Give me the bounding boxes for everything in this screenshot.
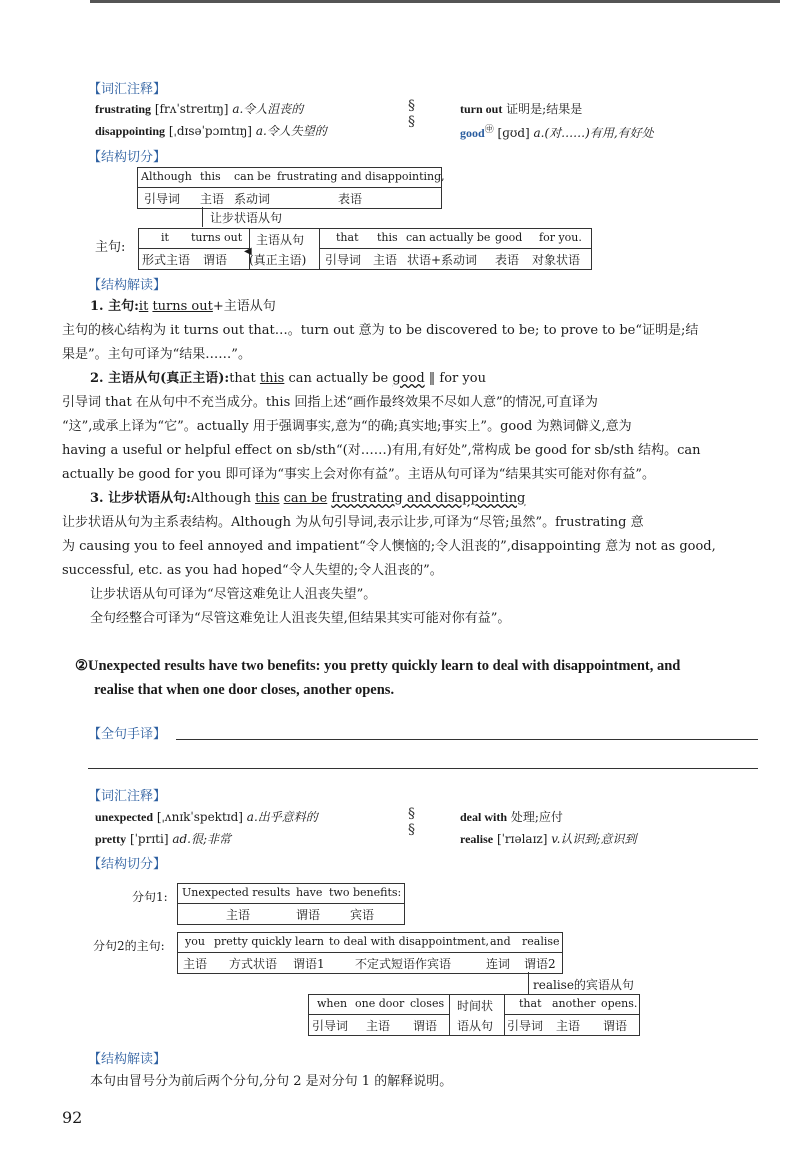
word: this: [200, 170, 221, 183]
arrow-left-icon: ◀: [244, 246, 252, 257]
analysis-point-2: 2. 主语从句(真正主语):that this can actually be good ‖ for you: [90, 371, 486, 386]
analysis-text: having a useful or helpful effect on sb/sth“(对……)有用,有好处”,常构成 be good for sb/sth 结构。can: [62, 443, 701, 458]
connector-label: 让步状语从句: [210, 211, 283, 225]
analysis-point-1: 1. 主句:it turns out+主语从句: [90, 299, 276, 314]
word: this: [377, 231, 398, 244]
vocab-entry-good: good㊥ [ɡʊd] a.(对……)有用,有好处: [460, 125, 654, 140]
role-label: 谓语2: [524, 957, 556, 971]
subject-clause-label: 主语从句: [256, 233, 305, 247]
role-label: 谓语: [296, 908, 321, 922]
role-label: 主语: [200, 192, 225, 206]
analysis-point-3: 3. 让步状语从句:Although this can be frustrating and disappointing: [90, 491, 526, 506]
word: closes: [410, 997, 445, 1010]
vocab-entry-unexpected: unexpected [ˌʌnɪkˈspektɪd] a.出乎意料的: [95, 810, 318, 824]
word: realise: [522, 935, 560, 948]
role-label: 连词: [486, 957, 511, 971]
role-label: 宾语: [350, 908, 375, 922]
analysis-text: 果是”。主句可译为“结果……”。: [62, 347, 251, 362]
vocab-entry-turn-out: turn out 证明是;结果是: [460, 102, 583, 116]
role-label: 谓语1: [293, 957, 325, 971]
analysis-text: 让步状语从句可译为“尽管这难免让人沮丧失望”。: [90, 587, 377, 602]
vocab-entry-realise: realise [ˈrɪəlaɪz] v.认识到;意识到: [460, 832, 637, 846]
clause-diagram-clause2: [177, 932, 563, 974]
page-number: 92: [62, 1108, 83, 1127]
word: to deal with disappointment,: [329, 935, 490, 948]
role-label: 主语: [556, 1019, 581, 1033]
role-label: 主语: [226, 908, 251, 922]
role-label: 引导词: [312, 1019, 349, 1033]
analysis-text: 全句经整合可译为“尽管这难免让人沮丧失望,但结果其实可能对你有益”。: [90, 611, 511, 626]
vocab-entry-disappointing: disappointing [ˌdɪsəˈpɔɪntɪŋ] a.令人失望的: [95, 124, 327, 138]
word: pretty quickly: [214, 935, 292, 948]
analysis-text: 为 causing you to feel annoyed and impatient“令人懊恼的;令人沮丧的”,disappointing 意为 not as good,: [62, 539, 716, 554]
word: turns out: [191, 231, 243, 244]
analysis-text: 引导词 that 在从句中不充当成分。this 回指上述“画作最终效果不尽如人意”的情况,可直译为: [62, 395, 598, 410]
structure-heading-1: 【结构切分】: [88, 150, 167, 165]
clause-diagram-object-clause: [308, 994, 640, 1036]
wavy-divider: § §: [408, 98, 415, 130]
role-label: 形式主语: [142, 253, 191, 267]
translation-line[interactable]: [176, 739, 758, 740]
word: have: [296, 886, 323, 899]
vocab-entry-frustrating: frustrating [frʌˈstreɪtɪŋ] a.令人沮丧的: [95, 102, 304, 116]
clause2-label: 分句2的主句:: [93, 939, 165, 953]
analysis-text: successful, etc. as you had hoped“令人失望的;令人沮丧的”。: [62, 563, 443, 578]
vocab-entry-deal-with: deal with 处理;应付: [460, 810, 563, 824]
clause-diagram-concessive: [137, 167, 445, 209]
vocab-heading-2: 【词汇注释】: [88, 789, 167, 804]
clause-diagram-clause1: [177, 883, 405, 925]
role-label: 不定式短语作宾语: [355, 957, 452, 971]
translation-line[interactable]: [88, 768, 758, 769]
role-label: 主语: [366, 1019, 391, 1033]
role-label: 谓语: [603, 1019, 628, 1033]
vocab-entry-pretty: pretty [ˈprɪti] ad.很;非常: [95, 832, 232, 846]
real-subject-label: (真正主语): [249, 253, 307, 267]
word: frustrating and disappointing,: [277, 170, 445, 183]
role-label: 引导词: [325, 253, 362, 267]
time-clause-label: 时间状: [457, 999, 494, 1013]
word: for you.: [539, 231, 582, 244]
word: Although: [141, 170, 192, 183]
role-label: 系动词: [234, 192, 271, 206]
analysis-heading-2: 【结构解读】: [88, 1052, 167, 1067]
structure-heading-2: 【结构切分】: [88, 857, 167, 872]
role-label: 引导词: [507, 1019, 544, 1033]
analysis-text: 让步状语从句为主系表结构。Although 为从句引导词,表示让步,可译为“尽管;虽然”。frustrating 意: [62, 515, 644, 530]
role-label: 谓语: [203, 253, 228, 267]
word: opens.: [601, 997, 638, 1010]
clause-diagram-main: [138, 228, 592, 270]
translation-label: 【全句手译】: [88, 727, 167, 742]
role-label: 主语: [183, 957, 208, 971]
word: good: [495, 231, 523, 244]
high-frequency-mark: ㊥: [484, 125, 494, 135]
role-label: 对象状语: [532, 253, 581, 267]
analysis-heading-1: 【结构解读】: [88, 278, 167, 293]
vocab-heading-1: 【词汇注释】: [88, 82, 167, 97]
role-label: 谓语: [413, 1019, 438, 1033]
connector-line: [528, 972, 529, 994]
connector-label: realise的宾语从句: [533, 978, 634, 992]
analysis-text: 主句的核心结构为 it turns out that…。turn out 意为 to be discovered to be; to prove to be“证明是;结: [62, 323, 699, 338]
top-rule: [90, 0, 780, 3]
wavy-divider: § §: [408, 806, 415, 838]
connector-line: [202, 207, 203, 227]
analysis-text: actually be good for you 即可译为“事实上会对你有益”。主语从句可译为“结果其实可能对你有益”。: [62, 467, 655, 482]
role-label: 主语: [373, 253, 398, 267]
word: learn: [295, 935, 324, 948]
analysis-text: “这”,或承上译为“它”。actually 用于强调事实,意为“的确;真实地;事实上”。good 为熟词僻义,意为: [62, 419, 632, 434]
word: and: [490, 935, 511, 948]
word: that: [336, 231, 359, 244]
word: two benefits:: [329, 886, 402, 899]
word: can actually be: [406, 231, 491, 244]
word: you: [185, 935, 205, 948]
role-label: 表语: [495, 253, 520, 267]
role-label: 状语+系动词: [407, 253, 478, 267]
role-label: 引导词: [144, 192, 181, 206]
role-label: 表语: [338, 192, 363, 206]
word: Unexpected results: [182, 886, 291, 899]
word: one door: [355, 997, 405, 1010]
word: it: [161, 231, 169, 244]
clause1-label: 分句1:: [132, 890, 168, 904]
word: that: [519, 997, 542, 1010]
main-clause-label: 主句:: [95, 240, 126, 255]
word: can be: [234, 170, 271, 183]
word: another: [552, 997, 596, 1010]
word: when: [317, 997, 348, 1010]
analysis-text: 本句由冒号分为前后两个分句,分句 2 是对分句 1 的解释说明。: [90, 1074, 453, 1089]
sentence-2: ②Unexpected results have two benefits: you pretty quickly learn to deal with disappointment, and realise that when one door closes, another opens.: [75, 658, 681, 698]
role-label: 方式状语: [229, 957, 278, 971]
time-clause-label: 语从句: [457, 1019, 494, 1033]
